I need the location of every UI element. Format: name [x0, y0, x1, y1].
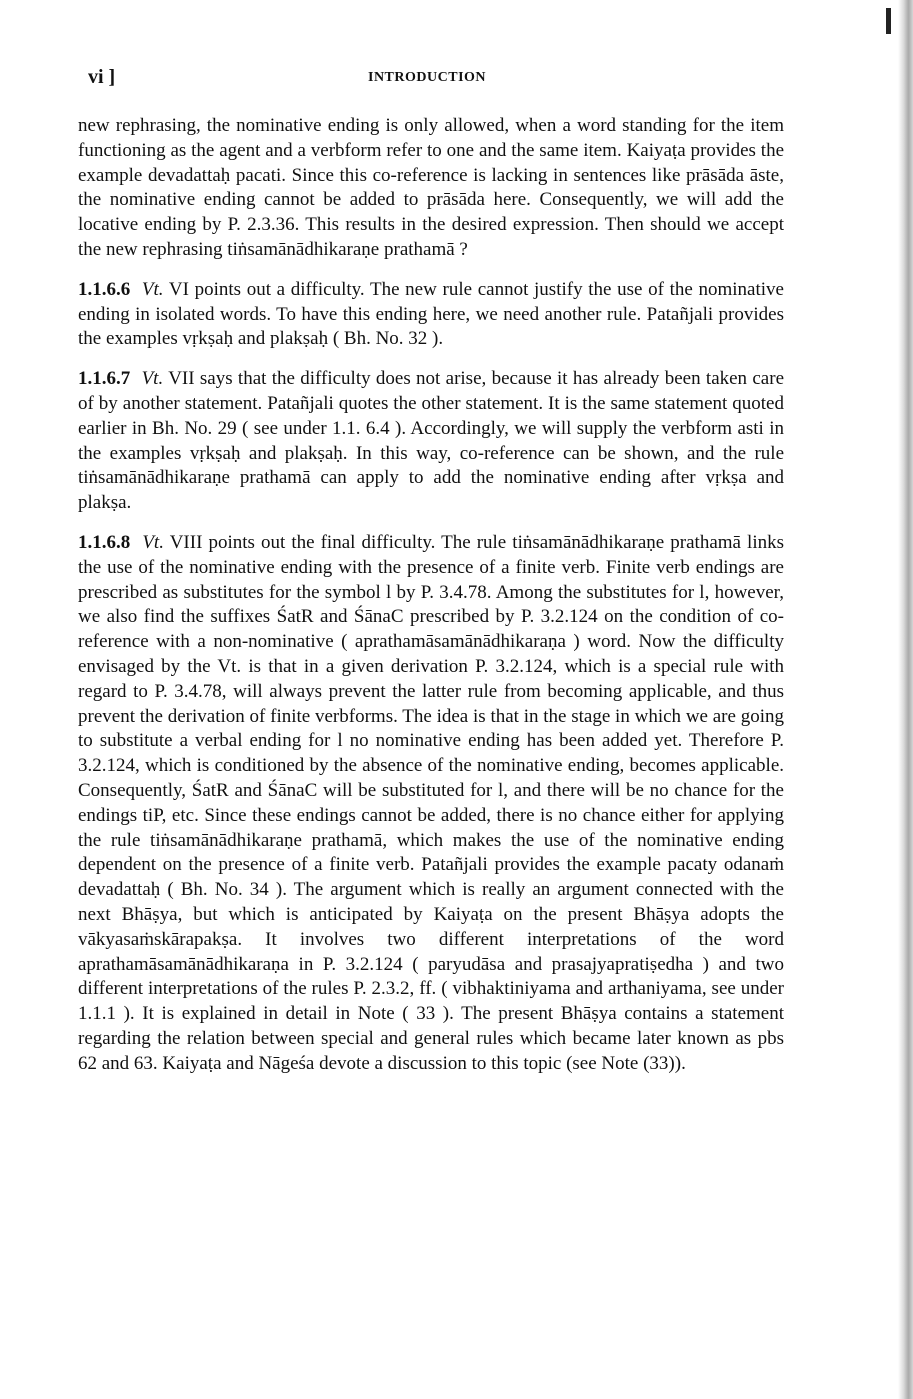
paragraph-1-1-6-8	[78, 531, 784, 1077]
paragraph-continuation	[78, 114, 784, 263]
running-title: INTRODUCTION	[368, 70, 487, 85]
paragraph-1-1-6-6	[78, 278, 784, 352]
paragraph-1-1-6-7	[78, 367, 784, 516]
vartika-label: Vt.	[141, 278, 164, 300]
paragraph-text: VII says that the difficulty does not arise, because it has already been taken care of by another statement. Patañjali quotes the other statement. It is the same statement quoted earlier in Bh. No. 29 ( see under 1.1. 6.4 ). Accordingly, we will supply the verbform asti in the examples vṛkṣaḥ and plakṣaḥ. In this way, co-reference can be shown, and the rule tiṅsamānādhikaraṇe prathamā can apply to add the nominative ending after vṛkṣa and plakṣa.	[78, 368, 784, 514]
section-number: 1.1.6.8	[78, 531, 131, 553]
paragraph-text: VI points out a difficulty. The new rule cannot justify the use of the nominative ending in isolated words. To have this ending here, we need another rule. Patañjali provides the examples vṛkṣaḥ and plakṣaḥ ( Bh. No. 32 ).	[78, 278, 784, 350]
page-edge-shadow	[898, 0, 913, 1399]
body-text	[78, 114, 784, 1091]
vartika-label: Vt.	[141, 368, 164, 390]
section-number: 1.1.6.7	[78, 368, 131, 390]
paragraph-text: new rephrasing, the nominative ending is only allowed, when a word standing for the item functioning as the agent and a verbform refer to one and the same item. Kaiyaṭa provides the example devadattaḥ pacati. Since this co-reference is lacking in sentences like prāsāda āste, the nominative ending cannot be added to prāsāda here. Consequently, we will add the locative ending by P. 2.3.36. This results in the desired expression. Then should we accept the new rephrasing tiṅsamānādhikaraṇe prathamā ?	[78, 115, 784, 260]
vartika-label: Vt.	[142, 531, 164, 553]
page-number: vi ]	[88, 66, 116, 88]
page-header	[88, 66, 788, 96]
section-number: 1.1.6.6	[78, 278, 131, 300]
margin-mark	[886, 8, 891, 34]
paragraph-text: VIII points out the final difficulty. The rule tiṅsamānādhikaraṇe prathamā links the use of the nominative ending with the presence of a finite verb. Finite verb endings are prescribed as substitutes for the symbol l by P. 3.4.78. Among the substitutes for l, however, we also find the suffixes ŚatR and ŚānaC prescribed by P. 3.2.124 on the condition of co-reference with a non-nominative ( aprathamāsamānādhikaraṇa ) word. Now the difficulty envisaged by the Vt. is that in a given derivation P. 3.2.124, which is a special rule with regard to P. 3.4.78, will always prevent the latter rule from becoming applicable, and thus prevent the derivation of finite verbforms. The idea is that in the stage in which we are going to substitute a verbal ending for l no nominative ending has been added yet. Therefore P. 3.2.124, which is conditioned by the absence of the nominative ending, becomes applicable. Consequently, ŚatR and ŚānaC will be substituted for l, and there will be no chance for the endings tiP, etc. Since these endings cannot be added, there is no chance either for applying the rule tiṅsamānādhikaraṇe prathamā, which makes the use of the nominative ending dependent on the presence of a finite verb. Patañjali provides the example pacaty odanaṁ devadattaḥ ( Bh. No. 34 ). The argument which is really an argument connected with the next Bhāṣya, but which is anticipated by Kaiyaṭa on the present Bhāṣya adopts the vākyasaṁskārapakṣa. It involves two different interpretations of the word aprathamāsamānādhikaraṇa in P. 3.2.124 ( paryudāsa and prasajyapratiṣedha ) and two different interpretations of the rules P. 2.3.2, ff. ( vibhaktiniyama and arthaniyama, see under 1.1.1 ). It is explained in detail in Note ( 33 ). The present Bhāṣya contains a statement regarding the relation between special and general rules which became later known as pbs 62 and 63. Kaiyaṭa and Nāgeśa devote a discussion to this topic (see Note (33)).	[78, 531, 784, 1074]
